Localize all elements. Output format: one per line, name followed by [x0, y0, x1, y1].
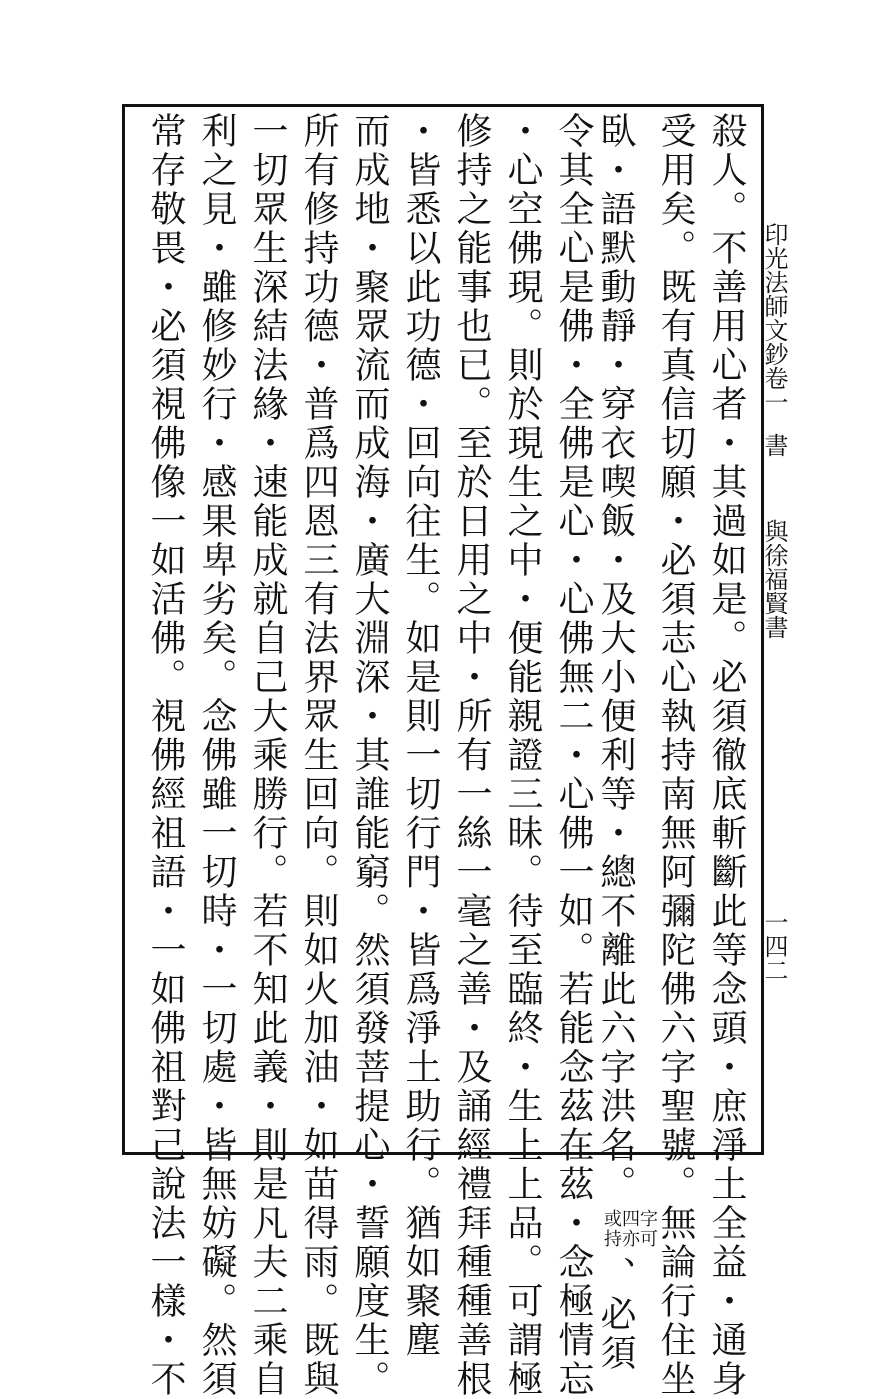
- inline-note-line-1: 或四字: [604, 1209, 658, 1230]
- text-column-5: ・心空佛現。則於現生之中・便能親證三昧。待至臨終・生上上品。可謂極: [502, 112, 543, 1399]
- text-column-3: [595, 112, 658, 1373]
- text-column-9: 所有修持功德・普爲四恩三有法界眾生回向。則如火加油・如苗得雨。既與: [298, 112, 339, 1399]
- page-number: 一四二: [760, 910, 788, 982]
- text-column-7: ・皆悉以此功德・回向往生。如是則一切行門・皆爲淨土助行。猶如聚塵: [400, 112, 441, 1360]
- text-column-2: 受用矣。既有真信切願・必須志心執持南無阿彌陀佛六字聖號。無論行住坐: [655, 112, 696, 1399]
- text-column-12: 常存敬畏・必須視佛像一如活佛。視佛經祖語・一如佛祖對己說法一樣・不: [145, 112, 186, 1399]
- text-column-1: 殺人。不善用心者・其過如是。必須徹底斬斷此等念頭・庶淨土全益・通身: [706, 112, 747, 1399]
- text-column-3-main: 臥・語默動靜・穿衣喫飯・及大小便利等・總不離此六字洪名。: [595, 112, 636, 1204]
- text-column-10: 一切眾生深結法緣・速能成就自己大乘勝行。若不知此義・則是凡夫二乘自: [247, 112, 288, 1399]
- inline-note: [604, 1209, 658, 1250]
- section-label: 書: [760, 433, 788, 457]
- inline-note-line-2: 持亦可: [604, 1229, 658, 1250]
- text-column-11: 利之見・雖修妙行・感果卑劣矣。念佛雖一切時・一切處・皆無妨礙。然須: [196, 112, 237, 1399]
- text-column-8: 而成地・聚眾流而成海・廣大淵深・其誰能窮。然須發菩提心・誓願度生。: [349, 112, 390, 1399]
- book-title: 印光法師文鈔卷一: [760, 222, 788, 414]
- text-column-3-tail: 、必須: [595, 1256, 636, 1373]
- letter-title: 與徐福賢書: [760, 519, 788, 639]
- text-column-4: 令其全心是佛・全佛是心・心佛無二・心佛一如。若能念茲在茲・念極情忘: [553, 112, 594, 1399]
- text-column-6: 修持之能事也已。至於日用之中・所有一絲一毫之善・及誦經禮拜種種善根: [451, 112, 492, 1399]
